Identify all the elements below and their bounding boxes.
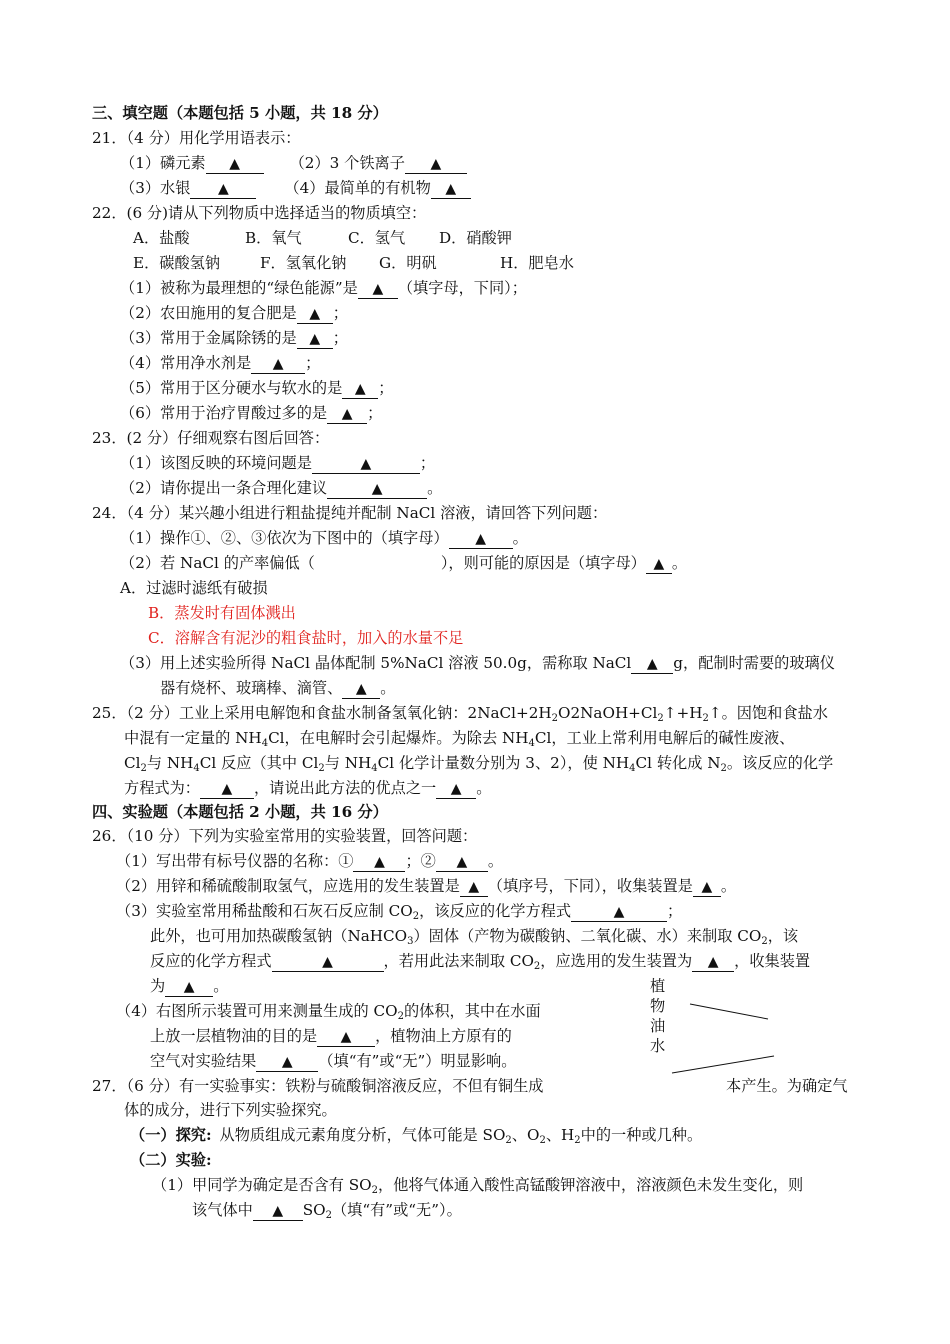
q26-text: ，若用此法来制取 CO [383,952,534,970]
q25-text: 与 NH [146,754,194,772]
answer-blank[interactable] [358,280,398,299]
q25-text: ↑。因饱和食盐水 [708,704,828,722]
water-label: 水 [650,1037,666,1055]
triangle-marker-icon: ▲ [450,781,462,797]
q27-experiment-label: （二）实验: [130,1151,212,1169]
punctuation: ； [332,304,348,322]
answer-blank[interactable] [571,903,667,922]
subscript: 4 [193,763,200,774]
q26-text: ，应选用的发生装置为 [540,952,693,970]
q27-explore-label: （一）探究: [130,1126,212,1144]
q21-part2: （2）3 个铁离子 [289,154,405,172]
answer-blank[interactable] [190,180,256,199]
punctuation: 。 [487,852,504,870]
answer-blank[interactable] [327,405,367,424]
oil-pointer-line [690,1004,768,1019]
q22-option-g: G．明矾 [379,254,437,272]
q25-stem: 25．（2 分）工业上采用电解饱和食盐水制备氢氧化钠：2NaCl+2H [92,704,552,722]
q24-stem: 24．（4 分）某兴趣小组进行粗盐提纯并配制 NaCl 溶液，请回答下列问题： [92,504,608,522]
q24-part1 [120,528,528,549]
q26-text: ）固体（产物为碳酸钠、二氧化碳、水）来制取 CO [413,927,762,945]
q22-part2 [120,303,348,324]
q25-text: 与 NH [324,754,372,772]
q26-text: （填“有”或“无”）明显影响。 [318,1052,517,1070]
triangle-marker-icon: ▲ [372,281,384,297]
subscript: 4 [371,763,378,774]
subscript: 2 [412,911,420,922]
answer-blank[interactable] [165,978,213,997]
q27-text: 、O [511,1126,540,1144]
q22-option-c: C．氢气 [348,229,406,247]
q25-text: 。该反应的化学 [726,754,834,772]
q25-text: ↑+H [663,704,703,722]
q23-part1 [120,453,435,474]
answer-blank[interactable] [342,380,378,399]
answer-blank[interactable] [436,853,488,872]
q22-option-b: B．氧气 [245,229,302,247]
q22-stem: 22．(6 分)请从下列物质中选择适当的物质填空： [92,204,427,222]
triangle-marker-icon: ▲ [309,306,321,322]
q25-line4 [124,778,491,799]
punctuation: ； [419,454,436,472]
punctuation: ； [378,379,394,397]
punctuation: 。 [720,877,737,895]
q21-part1: （1）磷元素 [120,154,206,172]
subscript: 2 [702,713,709,724]
triangle-marker-icon: ▲ [360,456,372,472]
q26-text: 此外，也可用加热碳酸氢钠（NaHCO [150,927,408,945]
q26-text: 空气对实验结果 [150,1052,257,1070]
answer-blank[interactable] [436,780,476,799]
triangle-marker-icon: ▲ [341,406,353,422]
q26-text: （3）实验室常用稀盐酸和石灰石反应制 CO [116,902,413,920]
subscript: 2 [761,936,768,947]
triangle-marker-icon: ▲ [371,481,383,497]
q26-text: 为 [150,977,166,995]
subscript: 2 [505,1135,512,1146]
answer-blank[interactable] [342,680,380,699]
triangle-marker-icon: ▲ [468,879,480,895]
q22-part6 [120,403,382,424]
answer-blank[interactable] [405,155,467,174]
triangle-marker-icon: ▲ [456,854,468,870]
subscript: 2 [574,1135,581,1146]
q26-part3 [116,901,682,922]
q27-exp1-line2 [192,1200,462,1221]
subscript: 2 [551,713,559,724]
q21-line2 [120,178,471,199]
answer-blank[interactable] [449,530,513,549]
q22-option-f: F．氢氧化钠 [260,254,347,272]
punctuation: 。 [476,779,492,797]
q22-option-a: A．盐酸 [133,229,190,247]
q23-part2-text: （2）请你提出一条合理化建议 [120,479,328,497]
subscript: 4 [528,738,535,749]
answer-blank[interactable] [431,180,471,199]
q22-part3 [120,328,348,349]
subscript: 2 [533,961,541,972]
q24-part3-line2 [160,678,395,699]
q27-stem-tail: 本产生。为确定气 [726,1077,848,1095]
triangle-marker-icon: ▲ [707,954,719,970]
q27-text: 从物质组成元素角度分析，气体可能是 SO [219,1126,506,1144]
section-heading-experiment: 四、实验题（本题包括 2 小题，共 16 分） [92,803,388,821]
q25-line2 [124,728,794,748]
triangle-marker-icon: ▲ [475,531,486,547]
triangle-marker-icon: ▲ [613,904,625,920]
q21-stem: 21．（4 分）用化学用语表示： [92,129,301,147]
q22-part5-text: （5）常用于区分硬水与软水的是 [120,379,343,397]
punctuation: 。 [213,977,229,995]
q26-text: 上放一层植物油的目的是 [150,1027,318,1045]
q27-text: （1）甲同学为确定是否含有 SO [152,1176,372,1194]
triangle-marker-icon: ▲ [340,1029,352,1045]
q22-option-d: D．硝酸钾 [439,229,512,247]
q27-text: 、H [545,1126,575,1144]
answer-blank[interactable] [256,1053,318,1072]
q24-part2-text: （2）若 NaCl 的产率偏低（ [120,554,315,572]
punctuation: 。 [380,679,396,697]
oil-label-char: 物 [650,997,666,1015]
q26-part4-line2 [150,1026,512,1047]
subscript: 4 [629,763,636,774]
q25-line3 [124,753,833,773]
q26-part2 [116,876,736,897]
oil-label-char: 油 [650,1017,666,1035]
q27-explore [130,1125,702,1145]
triangle-marker-icon: ▲ [322,954,333,970]
q22-part1 [120,278,527,299]
q26-part3-line3 [150,951,810,972]
q26-text: （1）写出带有标号仪器的名称：① [116,852,354,870]
answer-blank[interactable] [297,330,333,349]
q23-stem: 23．(2 分）仔细观察右图后回答： [92,429,330,447]
answer-blank[interactable] [200,780,254,799]
subscript: 2 [657,713,664,724]
triangle-marker-icon: ▲ [281,1054,293,1070]
subscript: 2 [720,763,727,774]
answer-blank[interactable] [327,480,427,499]
triangle-marker-icon: ▲ [701,879,713,895]
punctuation: ； [367,404,383,422]
answer-blank[interactable] [297,305,333,324]
q25-text: Cl 化学计量数分别为 3、2），使 NH [377,754,630,772]
q26-text: ，该反应的化学方程式 [419,902,571,920]
q24-part3-cont: g，配制时需要的玻璃仪 [673,654,835,672]
q21-part4: （4）最简单的有机物 [284,179,431,197]
q22-part6-text: （6）常用于治疗胃酸过多的是 [120,404,328,422]
punctuation: ； [305,354,321,372]
q25-text: Cl，在电解时会引起爆炸。为除去 NH [268,729,529,747]
answer-blank[interactable] [317,1028,375,1047]
triangle-marker-icon: ▲ [445,181,457,197]
q23-part1-text: （1）该图反映的环境问题是 [120,454,312,472]
q27-text: 该气体中 [192,1201,253,1219]
triangle-marker-icon: ▲ [229,156,240,172]
q24-option-c: C．溶解含有泥沙的粗食盐时，加入的水量不足 [148,629,464,647]
q24-part2 [120,553,687,574]
q22-option-h: H．肥皂水 [500,254,574,272]
triangle-marker-icon: ▲ [309,331,321,347]
triangle-marker-icon: ▲ [272,1203,284,1219]
q27-text: （填“有”或“无”）。 [331,1201,462,1219]
q22-part3-text: （3）常用于金属除锈的是 [120,329,297,347]
q26-text: ，收集装置 [734,952,811,970]
answer-blank[interactable] [631,655,673,674]
punctuation: 。 [512,529,528,547]
q22-part4 [120,353,320,374]
triangle-marker-icon: ▲ [646,656,658,672]
q25-text: 方程式为： [124,779,200,797]
subscript: 3 [407,936,414,947]
q21-line1 [120,153,467,174]
answer-blank[interactable] [693,878,721,897]
answer-blank[interactable] [460,878,488,897]
subscript: 2 [397,1011,404,1022]
subscript: 2 [325,1210,332,1221]
answer-blank[interactable] [646,555,672,574]
q24-part2-question: ），则可能的原因是（填字母） [440,554,646,572]
triangle-marker-icon: ▲ [430,156,442,172]
q26-text: 反应的化学方程式 [150,952,272,970]
punctuation: 。 [671,554,688,572]
q24-part1-text: （1）操作①、②、③依次为下图中的（填字母） [120,529,449,547]
answer-blank[interactable] [253,1202,303,1221]
q25-text: Cl 反应（其中 Cl [199,754,319,772]
section-heading-fill-in: 三、填空题（本题包括 5 小题，共 18 分） [92,104,388,122]
q27-text: SO [302,1201,326,1219]
q24-part3-text: （3）用上述实验所得 NaCl 晶体配制 5%NaCl 溶液 50.0g，需称取 NaCl [120,654,632,672]
q26-text: ；② [405,852,436,870]
triangle-marker-icon: ▲ [354,381,366,397]
subscript: 2 [371,1185,378,1196]
q26-text: （4）右图所示装置可用来测量生成的 CO [116,1002,398,1020]
triangle-marker-icon: ▲ [272,356,284,372]
q25-line1 [92,703,828,723]
answer-blank[interactable] [353,853,405,872]
punctuation: ； [667,902,683,920]
q22-part1-note: （填字母，下同）； [397,279,527,297]
triangle-marker-icon: ▲ [653,556,665,572]
answer-blank[interactable] [251,355,305,374]
punctuation: ； [332,329,348,347]
q24-part3-text2: 器有烧杯、玻璃棒、滴管、 [160,679,343,697]
q22-part1-text: （1）被称为最理想的“绿色能源”是 [120,279,358,297]
q26-part4 [116,1001,541,1021]
q26-text: ，该 [767,927,799,945]
subscript: 4 [261,738,269,749]
q27-text: 中的一种或几种。 [580,1126,703,1144]
measurement-apparatus-diagram [664,995,784,1080]
triangle-marker-icon: ▲ [374,854,385,870]
q26-part3-line2 [150,926,798,946]
q25-text: O2NaOH+Cl [558,704,658,722]
water-pointer-line [672,1056,774,1073]
punctuation: 。 [427,479,443,497]
q26-text: ，植物油上方原有的 [375,1027,512,1045]
q24-part3 [120,653,835,674]
q24-option-b: B．蒸发时有固体溅出 [148,604,296,622]
subscript: 2 [140,763,147,774]
triangle-marker-icon: ▲ [355,681,367,697]
q26-stem: 26．（10 分）下列为实验室常用的实验装置，回答问题： [92,827,478,845]
q22-part5 [120,378,393,399]
answer-blank[interactable] [312,455,420,474]
q22-option-e: E．碳酸氢钠 [133,254,221,272]
q25-text: Cl 转化成 N [635,754,721,772]
q21-part3: （3）水银 [120,179,191,197]
q26-part1 [116,851,503,872]
q26-part4-line3 [150,1051,516,1072]
q27-exp1 [152,1175,803,1195]
q27-text: ，他将气体通入酸性高锰酸钾溶液中，溶液颜色未发生变化，则 [377,1176,804,1194]
answer-blank[interactable] [692,953,734,972]
q25-text: 中混有一定量的 NH [124,729,262,747]
q25-text: Cl，工业上常利用电解后的碱性废液、 [534,729,795,747]
subscript: 2 [318,763,325,774]
q23-part2 [120,478,442,499]
q26-text: （填序号，下同），收集装置是 [487,877,693,895]
q26-text: （2）用锌和稀硫酸制取氢气，应选用的发生装置是 [116,877,460,895]
q27-line2: 体的成分，进行下列实验探究。 [124,1101,337,1119]
q25-text: ，请说出此方法的优点之一 [253,779,437,797]
triangle-marker-icon: ▲ [218,181,229,197]
subscript: 2 [539,1135,546,1146]
q26-text: 的体积，其中在水面 [403,1002,541,1020]
q27-stem: 27．（6 分）有一实验事实：铁粉与硫酸铜溶液反应，不但有铜生成 [92,1077,544,1095]
q22-part2-text: （2）农田施用的复合肥是 [120,304,297,322]
answer-blank[interactable] [272,953,384,972]
q24-option-a: A．过滤时滤纸有破损 [120,579,268,597]
triangle-marker-icon: ▲ [183,979,195,995]
q22-part4-text: （4）常用净水剂是 [120,354,252,372]
q25-text: Cl [124,754,141,772]
oil-label-char: 植 [650,977,666,995]
answer-blank[interactable] [206,155,264,174]
triangle-marker-icon: ▲ [221,781,233,797]
q26-part3-line4 [150,976,228,997]
